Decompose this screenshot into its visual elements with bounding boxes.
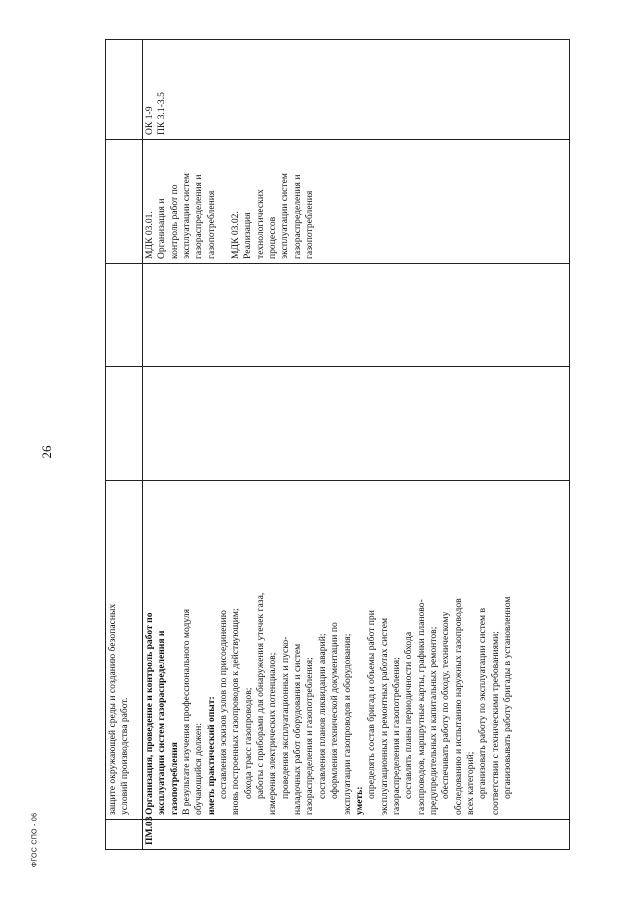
skills-line: составлять планы периодичности обхода xyxy=(403,631,415,799)
intro-line: В результате изучения профессионального модуля xyxy=(181,609,193,815)
practical-line: измерения электрических потенциалов; xyxy=(267,652,279,815)
course-line: процессов xyxy=(267,216,279,259)
prev-hours-cell xyxy=(106,367,143,481)
curriculum-table-sheet xyxy=(105,40,570,850)
practical-line: газораспределения и газопотребления; xyxy=(304,657,316,815)
course-spacer xyxy=(218,144,230,259)
footer-code: ФГОС СПО - 06 xyxy=(31,812,39,868)
competency-cell xyxy=(143,40,570,140)
prev-course-cell xyxy=(106,140,143,264)
practical-line: эксплуатации газопроводов и оборудования; xyxy=(341,633,353,815)
skills-line: обследованию и испытанию наружных газопроводов xyxy=(452,598,464,815)
practical-line: проведения эксплуатационных и пуско- xyxy=(279,636,291,799)
course-line: Организация и xyxy=(156,198,168,259)
text-line: условий производства работ. xyxy=(119,697,131,815)
practical-line: обхода трасс газопроводов; xyxy=(242,687,254,799)
curriculum-table xyxy=(105,39,570,850)
module-title-line: газопотребления xyxy=(168,742,180,815)
hours-cell-2 xyxy=(143,264,570,367)
module-code: ПМ.03 xyxy=(144,816,155,845)
practical-line: наладочных работ оборудования и систем xyxy=(292,643,304,815)
intro-line: обучающийся должен: xyxy=(193,723,205,815)
prev-description-cell xyxy=(106,481,143,820)
module-code-cell xyxy=(143,816,570,850)
skills-line: определять состав бригад и объемы работ при xyxy=(366,610,378,799)
prev-competency-cell xyxy=(106,40,143,140)
text-line: защите окружающей среды и созданию безопасных xyxy=(107,603,118,815)
skills-line: предупредительных и капитальных ремонтов; xyxy=(427,626,439,815)
skills-heading: уметь: xyxy=(353,786,365,815)
course-line: технологических xyxy=(254,189,266,259)
practical-heading: иметь практический опыт: xyxy=(205,696,217,815)
skills-line: обеспечивать работу по обходу, техническому xyxy=(440,611,452,799)
skills-line: эксплуатационных и ремонтных работах систем xyxy=(378,617,390,815)
skills-line: всех категорий; xyxy=(464,751,476,815)
course-line: газопотребления xyxy=(304,190,316,259)
course-code: МДК 03.02. xyxy=(230,211,242,259)
skills-line: соответствии с техническими требованиями; xyxy=(489,631,501,815)
course-line: газопотребления xyxy=(205,190,217,259)
competency-line: ПК 3.1-3.5 xyxy=(156,92,168,135)
course-line: контроль работ по xyxy=(168,184,180,259)
practical-line: составления планов ликвидации аварий; xyxy=(316,633,328,799)
practical-line: работы с приборами для обнаружения утечек газа, xyxy=(255,592,267,799)
course-line: газораспределения и xyxy=(193,174,205,259)
course-cell xyxy=(143,140,570,264)
skills-line: газопроводов, маршрутные карты, графики планово- xyxy=(415,599,427,815)
module-title-line: эксплуатации систем газораспределения и xyxy=(156,630,168,815)
practical-line: составления эскизов узлов по присоединению xyxy=(218,610,230,799)
course-line: эксплуатации систем xyxy=(181,173,193,259)
module-title-line: Организация, проведение и контроль работ по xyxy=(144,612,155,815)
course-line: газораспределения и xyxy=(291,174,303,259)
practical-line: оформления технической документации по xyxy=(329,622,341,799)
table-row-pm03 xyxy=(143,40,570,850)
prev-code-cell xyxy=(106,820,143,850)
course-line: Реализация xyxy=(242,212,254,259)
skills-line: организовать работу по эксплуатации систем в xyxy=(477,607,489,799)
course-code: МДК 03.01. xyxy=(144,211,155,259)
module-description-cell xyxy=(143,481,570,820)
page-number: 26 xyxy=(39,445,54,459)
hours-cell xyxy=(143,367,570,481)
table-row-previous xyxy=(106,40,143,850)
skills-line: организовывать работу бригады в установленном xyxy=(501,596,513,799)
competency-line: ОК 1-9 xyxy=(144,106,155,135)
practical-line: вновь построенных газопроводов к действующим; xyxy=(230,608,242,815)
skills-line: газораспределения и газопотребления; xyxy=(390,657,402,815)
course-line: эксплуатации систем xyxy=(279,173,291,259)
prev-hours-cell-2 xyxy=(106,264,143,367)
